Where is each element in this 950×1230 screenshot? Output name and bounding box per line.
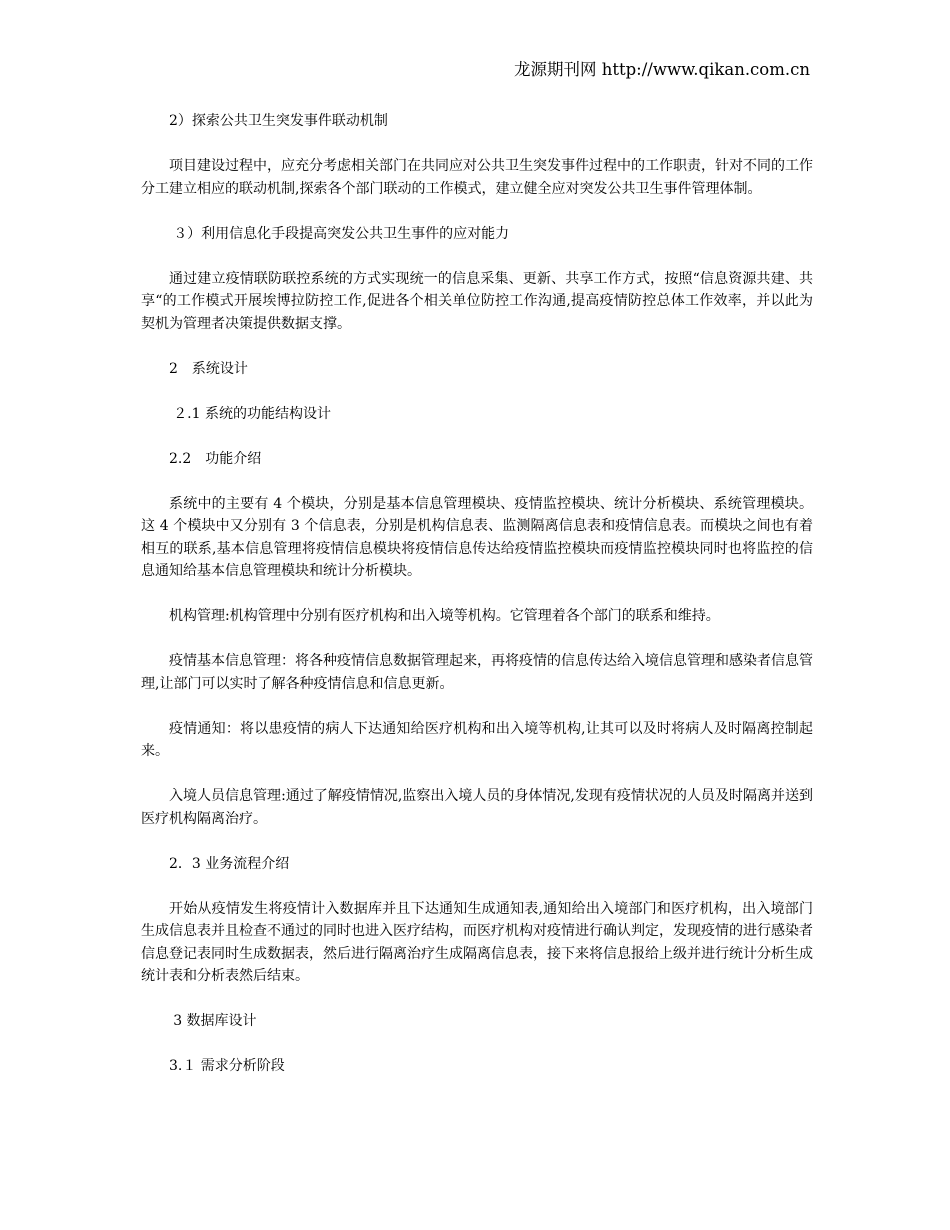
body-paragraph: 入境人员信息管理:通过了解疫情情况,监察出入境人员的身体情况,发现有疫情状况的人员及时隔离并送到医疗机构隔离治疗。 [141, 788, 813, 827]
subheading-3: ３）利用信息化手段提高突发公共卫生事件的应对能力 [173, 225, 510, 242]
section-heading-2-2: 2.2 功能介绍 [169, 450, 262, 467]
document-body [141, 110, 813, 1100]
page-header: 龙源期刊网 http://www.qikan.com.cn [513, 60, 810, 79]
body-paragraph: 通过建立疫情联防联控系统的方式实现统一的信息采集、更新、共享工作方式，按照“信息资源共建、共享“的工作模式开展埃博拉防控工作,促进各个相关单位防控工作沟通,提高疫情防控总体工作效率，并以此为契机为管理者决策提供数据支撑。 [141, 270, 813, 332]
body-paragraph: 疫情基本信息管理：将各种疫情信息数据管理起来，再将疫情的信息传达给入境信息管理和感染者信息管理,让部门可以实时了解各种疫情信息和信息更新。 [141, 653, 813, 692]
subheading-2: 2）探索公共卫生突发事件联动机制 [169, 113, 388, 129]
body-paragraph: 机构管理:机构管理中分别有医疗机构和出入境等机构。它管理着各个部门的联系和维持。 [169, 608, 720, 624]
section-heading-2-3: 2．3 业务流程介绍 [169, 855, 290, 872]
body-paragraph: 系统中的主要有 4 个模块，分别是基本信息管理模块、疫情监控模块、统计分析模块、系统管理模块。这 4 个模块中又分别有 3 个信息表，分别是机构信息表、监测隔离信息表和疫情信息表。而模块之间也有着相互的联系,基本信息管理将疫情信息模块将疫情信息传达给疫情监控模块而疫情监控模块同时也将监控的信息通知给基本信息管理模块和统计分析模块。 [141, 495, 813, 579]
body-paragraph: 开始从疫情发生将疫情计入数据库并且下达通知生成通知表,通知给出入境部门和医疗机构，出入境部门生成信息表并且检查不通过的同时也进入医疗结构，而医疗机构对疫情进行确认判定，发现疫情的进行感染者信息登记表同时生成数据表，然后进行隔离治疗生成隔离信息表，接下来将信息报给上级并进行统计分析生成统计表和分析表然后结束。 [141, 900, 813, 984]
section-heading-3-1: 3.１ 需求分析阶段 [169, 1058, 285, 1074]
section-heading-2: 2 系统设计 [169, 360, 248, 377]
section-heading-2-1: ２.1 系统的功能结构设计 [173, 405, 331, 422]
body-paragraph: 项目建设过程中，应充分考虑相关部门在共同应对公共卫生突发事件过程中的工作职责，针对不同的工作分工建立相应的联动机制,探索各个部门联动的工作模式，建立健全应对突发公共卫生事件管理体制。 [141, 158, 813, 197]
body-paragraph: 疫情通知：将以患疫情的病人下达通知给医疗机构和出入境等机构,让其可以及时将病人及时隔离控制起来。 [141, 720, 813, 759]
section-heading-3: 3 数据库设计 [173, 1013, 257, 1029]
